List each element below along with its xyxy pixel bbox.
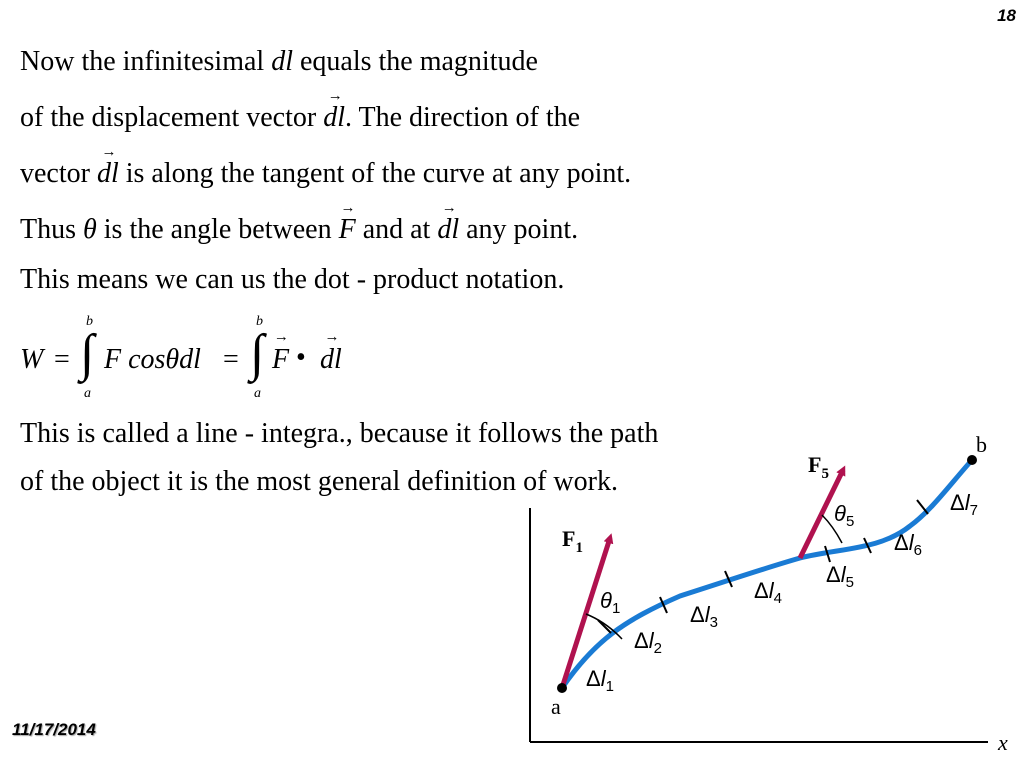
text-fragment: Thus: [20, 214, 83, 245]
text-fragment: equals the magnitude: [292, 46, 538, 77]
text-fragment: any point.: [459, 214, 579, 245]
segment-label-5: $\Delta l_5$: [826, 562, 854, 591]
dl-vector: [320, 329, 342, 376]
f-vector: [272, 329, 290, 376]
theta-symbol: θ: [83, 214, 97, 245]
dl-vector: [96, 144, 119, 189]
dl-vector-symbol: dl: [320, 344, 342, 375]
upper-limit: b: [86, 314, 93, 329]
text-fragment: is the angle between: [96, 214, 339, 245]
f-vector: [338, 200, 356, 245]
lower-limit: a: [84, 386, 91, 401]
work-symbol: W: [20, 344, 44, 375]
text-fragment: and at: [355, 214, 438, 245]
vector-arrow-icon: →: [340, 200, 356, 216]
dl-variable: dl: [271, 46, 293, 77]
segment-tick: [917, 500, 928, 514]
text-fragment: Now the infinitesimal: [20, 46, 272, 77]
work-path: [562, 460, 972, 688]
text-fragment: vector: [20, 158, 97, 189]
integral-icon: ∫: [250, 325, 265, 382]
dl-vector-symbol: dl: [437, 214, 460, 245]
f-vector-symbol: F: [338, 214, 356, 245]
theta-1-label: $\theta_1$: [600, 588, 621, 617]
text-line-3: [20, 144, 632, 189]
text-fragment: of the displacement vector: [20, 102, 324, 133]
text-line-1: [20, 48, 538, 76]
segment-label-7: $\Delta l_7$: [950, 490, 978, 519]
page-number: 18: [997, 6, 1016, 25]
segment-label-2: $\Delta l_2$: [634, 628, 662, 657]
segment-label-3: $\Delta l_3$: [690, 602, 718, 631]
text-line-7: of the object it is the most general definition of work.: [20, 466, 618, 497]
text-line-2: [20, 88, 581, 133]
segment-label-4: $\Delta l_4$: [754, 578, 782, 607]
dl-vector-symbol: dl: [96, 158, 119, 189]
vector-arrow-icon: →: [273, 329, 289, 345]
vector-arrow-icon: →: [324, 329, 340, 345]
equals-sign: =: [223, 344, 239, 375]
x-axis-label: x: [998, 730, 1008, 755]
point-b-label: b: [976, 432, 987, 457]
work-path-diagram: [500, 420, 1020, 760]
text-fragment: . The direction of the: [345, 102, 581, 133]
vector-arrow-icon: →: [441, 200, 457, 216]
segment-label-1: $\Delta l_1$: [586, 666, 614, 695]
force-5-label: $F_5$: [808, 452, 829, 482]
equals-sign: =: [54, 344, 70, 375]
integrand: F cosθdl: [104, 344, 201, 375]
dl-vector-symbol: dl: [323, 102, 345, 133]
dl-vector: [323, 88, 345, 133]
lower-limit: a: [254, 386, 261, 401]
text-line-5: This means we can us the dot - product notation.: [20, 264, 565, 295]
point-a-marker: [557, 683, 567, 693]
theta-5-label: $\theta_5$: [834, 501, 855, 530]
f-vector-symbol: F: [272, 344, 290, 375]
text-line-4: [20, 200, 579, 245]
segment-label-6: $\Delta l_6$: [894, 530, 922, 559]
point-a-label: a: [551, 694, 561, 719]
text-fragment: is along the tangent of the curve at any point.: [118, 158, 632, 189]
slide-date: 11/17/2014: [12, 720, 96, 739]
vector-arrow-icon: →: [327, 88, 343, 104]
integral-icon: ∫: [80, 325, 95, 382]
force-1-label: $F_1$: [562, 526, 583, 556]
vector-arrow-icon: →: [101, 144, 117, 160]
upper-limit: b: [256, 314, 263, 329]
dl-vector: [437, 200, 460, 245]
dot-product-symbol: •: [296, 342, 306, 373]
text-line-6: This is called a line - integra., because it follows the path: [20, 418, 659, 449]
